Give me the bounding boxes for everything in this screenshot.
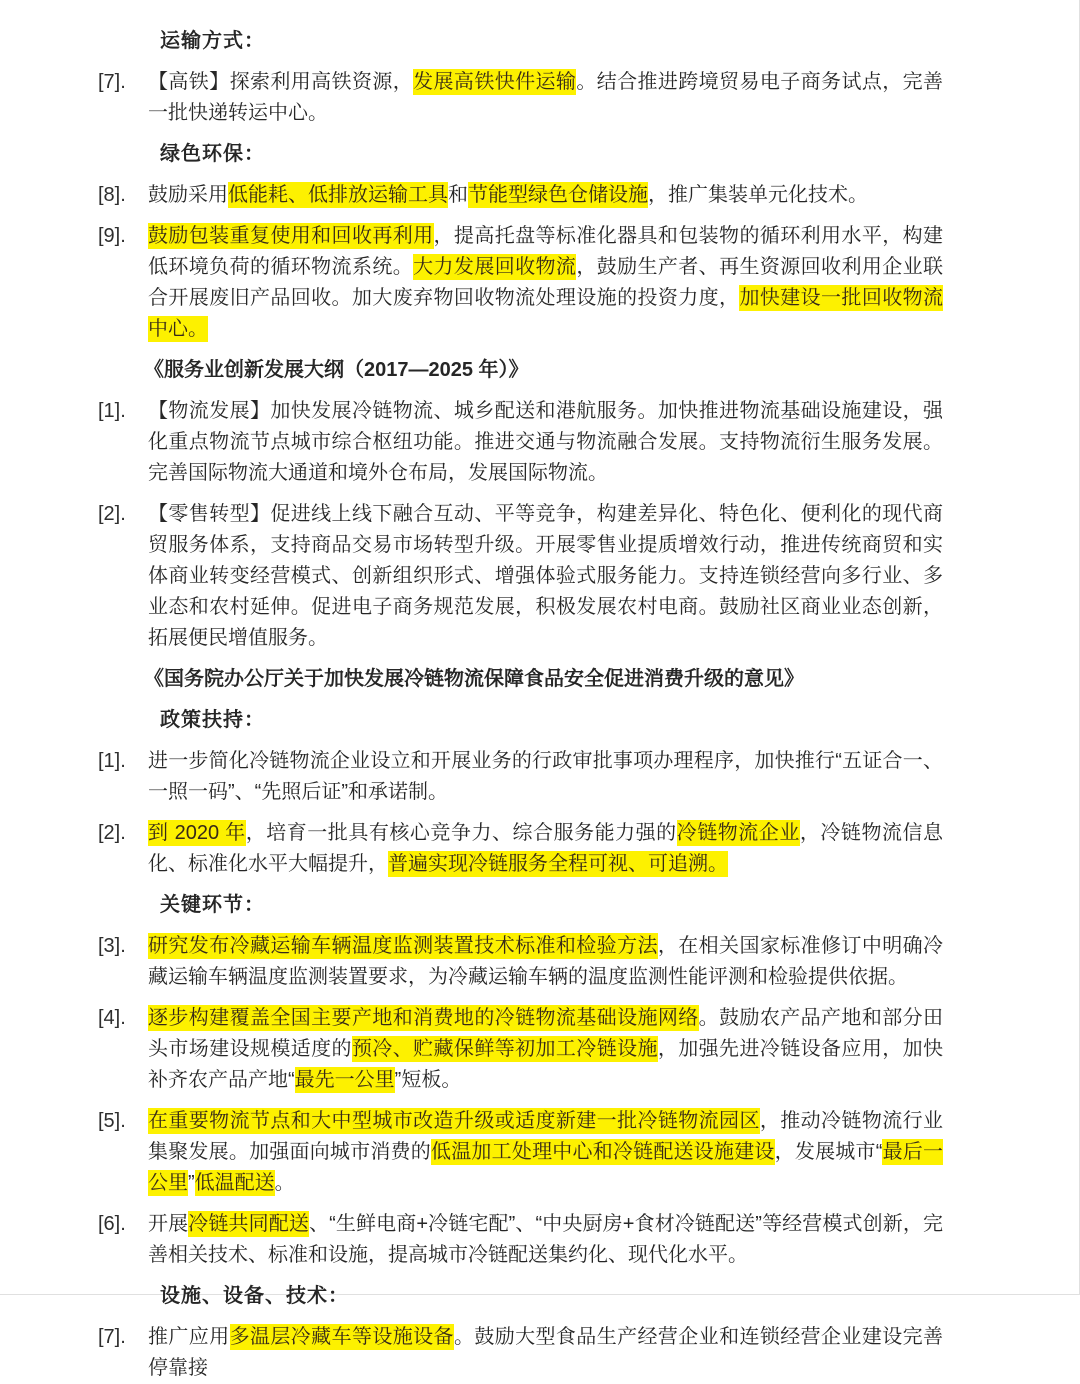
section-heading: 运输方式： <box>160 30 265 52</box>
list-item <box>98 931 943 993</box>
item-text <box>148 818 943 880</box>
highlighted-text: 大力发展回收物流 <box>413 256 577 278</box>
item-text <box>148 1106 943 1199</box>
highlighted-text: 冷链共同配送 <box>188 1213 309 1235</box>
plain-text: ，发展城市“ <box>774 1141 883 1163</box>
item-text <box>148 1209 943 1271</box>
plain-text: 和 <box>448 184 468 206</box>
document-body <box>98 26 943 1384</box>
plain-text: 开展 <box>148 1213 189 1235</box>
list-item <box>98 1003 943 1096</box>
plain-text: ，在相关国家标准修订中明确冷藏运输车辆温度监测装置要求，为冷藏运输车辆的温度监测性能评测和检验提供依据。 <box>148 935 944 988</box>
item-text <box>148 180 943 211</box>
highlighted-text: 发展高铁快件运输 <box>413 71 577 93</box>
highlighted-text: 最先一公里 <box>294 1069 395 1091</box>
item-number: [5]. <box>98 1110 126 1132</box>
plain-text: 、“生鲜电商+冷链宅配”、“中央厨房+食材冷链配送”等经营模式创新，完善相关技术、标准和设施，提高城市冷链配送集约化、现代化水平。 <box>148 1213 944 1266</box>
list-item <box>98 1322 943 1384</box>
plain-text: ，加强先进冷链设备应用，加快补齐农产品产地“ <box>148 1038 944 1091</box>
plain-text: 。鼓励农产品产地和部分田头市场建设规模适度的 <box>148 1007 944 1060</box>
item-number: [8]. <box>98 184 126 206</box>
item-number: [1]. <box>98 400 126 422</box>
item-text <box>148 221 943 345</box>
highlighted-text: 普遍实现冷链服务全程可视、可追溯。 <box>388 853 728 875</box>
list-item <box>98 1106 943 1199</box>
item-text <box>148 396 943 489</box>
highlighted-text: 研究发布冷藏运输车辆温度监测装置技术标准和检验方法 <box>148 935 658 957</box>
item-number: [7]. <box>98 1326 126 1348</box>
item-text <box>148 67 943 129</box>
document-title: 《国务院办公厅关于加快发展冷链物流保障食品安全促进消费升级的意见》 <box>144 668 804 690</box>
list-item <box>98 180 943 211</box>
item-text <box>148 1003 943 1096</box>
highlighted-text: 节能型绿色仓储设施 <box>468 184 648 206</box>
document-title: 《服务业创新发展大纲（2017—2025 年）》 <box>144 359 529 381</box>
item-number: [1]. <box>98 750 126 772</box>
plain-text: ”短板。 <box>394 1069 462 1091</box>
item-number: [4]. <box>98 1007 126 1029</box>
item-text <box>148 931 943 993</box>
item-text <box>148 1322 943 1384</box>
plain-text: ，培育一批具有核心竞争力、综合服务能力强的 <box>245 822 677 844</box>
item-number: [2]. <box>98 503 126 525</box>
plain-text: ” <box>188 1172 195 1194</box>
plain-text: 鼓励采用 <box>148 184 228 206</box>
plain-text: ，鼓励生产者、再生资源回收利用企业联合开展废旧产品回收。加大废弃物回收物流处理设施的投资力度， <box>148 256 944 309</box>
plain-text: 【高铁】探索利用高铁资源， <box>148 71 414 93</box>
highlighted-text: 逐步构建覆盖全国主要产地和消费地的冷链物流基础设施网络 <box>148 1007 699 1029</box>
highlighted-text: 到 2020 年 <box>148 822 246 844</box>
plain-text: ，推动冷链物流行业集聚发展。加强面向城市消费的 <box>148 1110 944 1163</box>
list-item <box>98 818 943 880</box>
item-number: [9]. <box>98 225 126 247</box>
item-number: [7]. <box>98 71 126 93</box>
item-text <box>148 746 943 808</box>
section-heading: 设施、设备、技术： <box>160 1285 349 1307</box>
plain-text: 【零售转型】促进线上线下融合互动、平等竞争，构建差异化、特色化、便利化的现代商贸服务体系，支持商品交易市场转型升级。开展零售业提质增效行动，推进传统商贸和实体商业转变经营模式、创新组织形式、增强体验式服务能力。支持连锁经营向多行业、多业态和农村延伸。促进电子商务规范发展，积极发展农村电商。鼓励社区商业业态创新，拓展便民增值服务。 <box>148 503 943 649</box>
highlighted-text: 低温配送 <box>194 1172 275 1194</box>
highlighted-text: 冷链物流企业 <box>676 822 800 844</box>
highlighted-text: 低温加工处理中心和冷链配送设施建设 <box>431 1141 775 1163</box>
highlighted-text: 最后一公里 <box>148 1141 944 1194</box>
item-text <box>148 499 943 654</box>
list-item <box>98 1209 943 1271</box>
highlighted-text: 预冷、贮藏保鲜等初加工冷链设施 <box>351 1038 658 1060</box>
plain-text: 。 <box>274 1172 295 1194</box>
highlighted-text: 低能耗、低排放运输工具 <box>228 184 448 206</box>
highlighted-text: 鼓励包装重复使用和回收再利用 <box>148 225 434 247</box>
plain-text: 。鼓励大型食品生产经营企业和连锁经营企业建设完善停靠接 <box>148 1326 944 1379</box>
plain-text: 进一步简化冷链物流企业设立和开展业务的行政审批事项办理程序，加快推行“五证合一、一照一码”、“先照后证”和承诺制。 <box>148 750 943 803</box>
plain-text: ，提高托盘等标准化器具和包装物的循环利用水平，构建低环境负荷的循环物流系统。 <box>148 225 944 278</box>
section-heading: 政策扶持： <box>160 709 265 731</box>
plain-text: ，冷链物流信息化、标准化水平大幅提升， <box>148 822 944 875</box>
plain-text: 【物流发展】加快发展冷链物流、城乡配送和港航服务。加快推进物流基础设施建设，强化重点物流节点城市综合枢纽功能。推进交通与物流融合发展。支持物流衍生服务发展。完善国际物流大通道和境外仓布局，发展国际物流。 <box>148 400 943 484</box>
item-number: [3]. <box>98 935 126 957</box>
list-item <box>98 221 943 345</box>
plain-text: ，推广集装单元化技术。 <box>648 184 868 206</box>
list-item <box>98 67 943 129</box>
plain-text: 。结合推进跨境贸易电子商务试点，完善一批快递转运中心。 <box>148 71 944 124</box>
list-item <box>98 746 943 808</box>
highlighted-text: 多温层冷藏车等设施设备 <box>229 1326 454 1348</box>
highlighted-text: 在重要物流节点和大中型城市改造升级或适度新建一批冷链物流园区 <box>148 1110 760 1132</box>
highlighted-text: 加快建设一批回收物流中心。 <box>148 287 944 340</box>
item-number: [2]. <box>98 822 126 844</box>
list-item <box>98 396 943 489</box>
section-heading: 关键环节： <box>160 894 265 916</box>
section-heading: 绿色环保： <box>160 143 265 165</box>
list-item <box>98 499 943 654</box>
item-number: [6]. <box>98 1213 126 1235</box>
plain-text: 推广应用 <box>148 1326 230 1348</box>
